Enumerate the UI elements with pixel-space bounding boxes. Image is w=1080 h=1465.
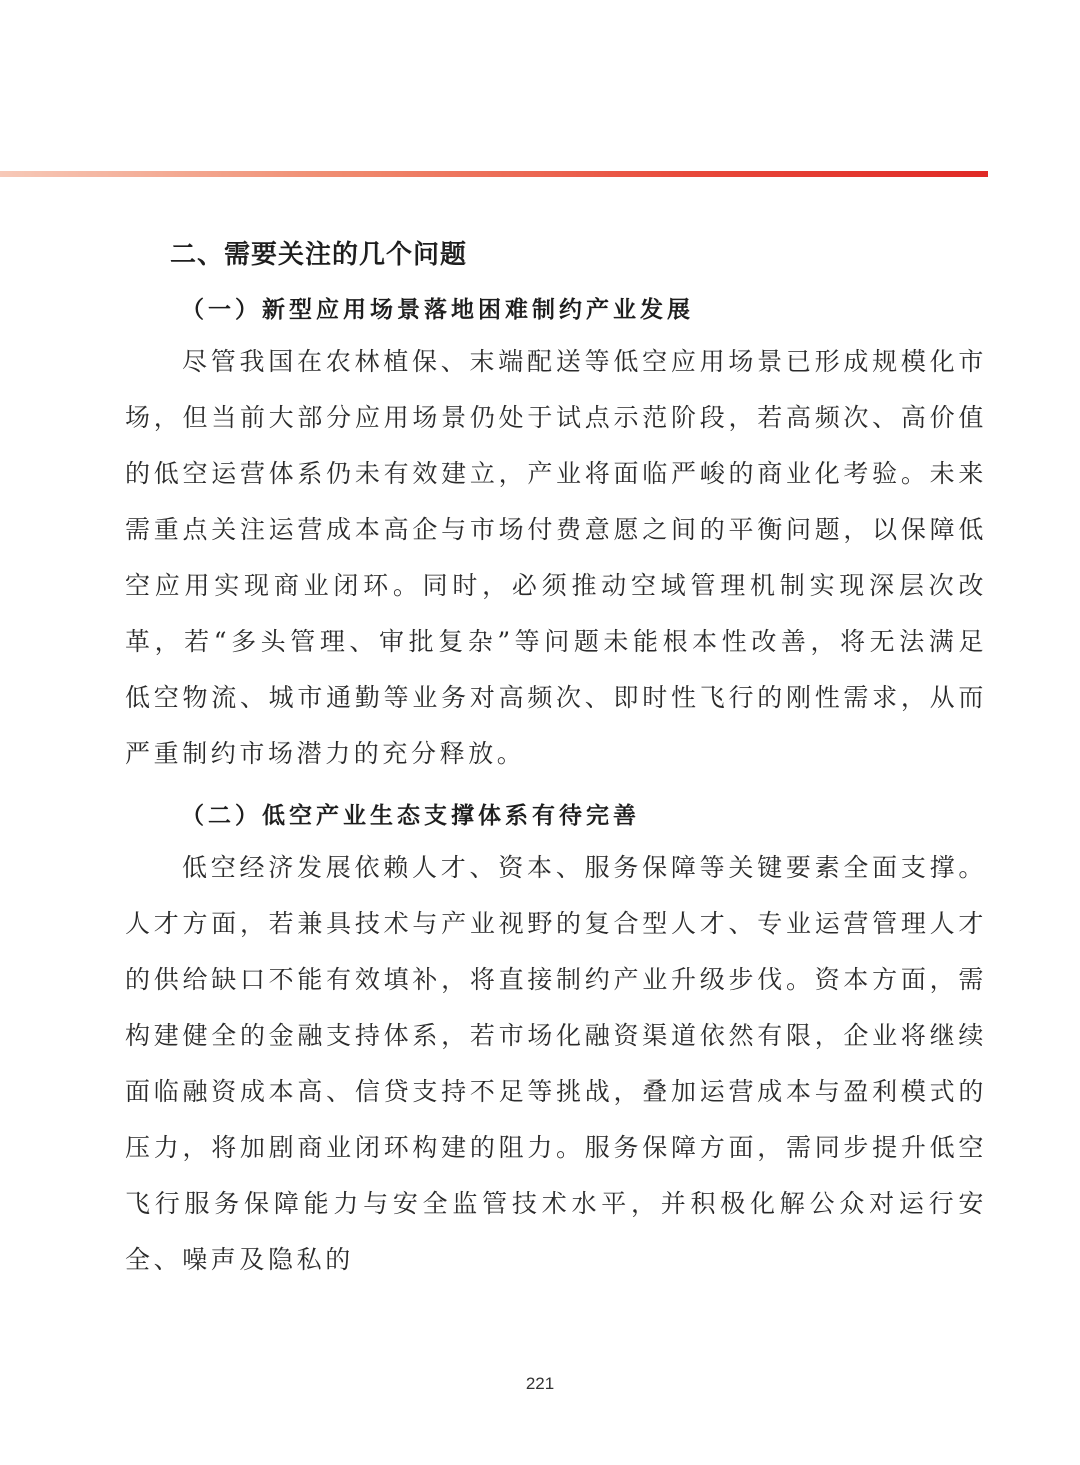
paragraph-2: 低空经济发展依赖人才、资本、服务保障等关键要素全面支撑。人才方面，若兼具技术与产业视野的复合型人才、专业运营管理人才的供给缺口不能有效填补，将直接制约产业升级步伐。资本方面，需构建健全的金融支持体系，若市场化融资渠道依然有限，企业将继续面临融资成本高、信贷支持不足等挑战，叠加运营成本与盈利模式的压力，将加剧商业闭环构建的阻力。服务保障方面，需同步提升低空飞行服务保障能力与安全监管技术水平，并积极化解公众对运行安全、噪声及隐私的 bbox=[125, 853, 987, 1274]
header-divider bbox=[0, 171, 988, 177]
page-content bbox=[125, 230, 987, 1288]
page-number: 221 bbox=[525, 1374, 555, 1393]
subsection-heading-2: （二）低空产业生态支撑体系有待完善 bbox=[181, 803, 640, 829]
paragraph-1: 尽管我国在农林植保、末端配送等低空应用场景已形成规模化市场，但当前大部分应用场景仍处于试点示范阶段，若高频次、高价值的低空运营体系仍未有效建立，产业将面临严峻的商业化考验。未来需重点关注运营成本高企与市场付费意愿之间的平衡问题，以保障低空应用实现商业闭环。同时，必须推动空域管理机制实现深层次改革，若“多头管理、审批复杂”等问题未能根本性改善，将无法满足低空物流、城市通勤等业务对高频次、即时性飞行的刚性需求，从而严重制约市场潜力的充分释放。 bbox=[125, 347, 987, 768]
subsection-heading-1: （一）新型应用场景落地困难制约产业发展 bbox=[181, 297, 694, 323]
section-heading: 二、需要关注的几个问题 bbox=[170, 240, 468, 270]
